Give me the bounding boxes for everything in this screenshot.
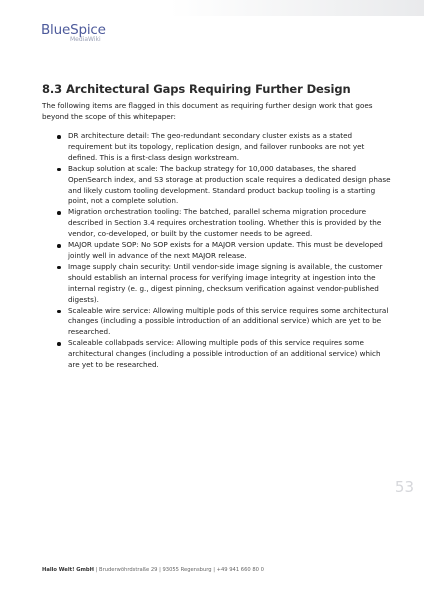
page-footer <box>42 567 264 573</box>
bullet-icon <box>57 266 61 270</box>
list-item-text: DR architecture detail: The geo-redundant secondary cluster exists as a stated requirement but its topology, replication design, and failover runbooks are not yet defined. This is a first-class design workstream. <box>68 131 365 162</box>
list-item <box>42 306 392 339</box>
bullet-icon <box>57 211 61 215</box>
list-item <box>42 164 392 208</box>
list-item-text: Scaleable collabpads service: Allowing multiple pods of this service requires some architectural changes (including a possible introduction of an additional service) which are yet to be researched. <box>68 338 381 370</box>
bullet-icon <box>57 135 61 139</box>
list-item-text: Backup solution at scale: The backup strategy for 10,000 databases, the shared OpenSearch index, and S3 storage at production scale requires a dedicated design phase and likely custom tooling development. Standard product backup tooling is a starting point, not a complete solution. <box>68 163 391 206</box>
list-item <box>42 338 392 371</box>
gap-list <box>42 131 392 371</box>
footer-company: Hallo Welt! GmbH <box>42 567 94 573</box>
page-number: 53 <box>394 478 414 496</box>
bullet-icon <box>57 342 61 346</box>
bullet-icon <box>57 244 61 248</box>
list-item <box>42 262 392 306</box>
list-item <box>42 240 392 262</box>
footer-address: | Bruderwöhrdstraße 29 | 93055 Regensburg | +49 941 660 80 0 <box>95 567 264 573</box>
bullet-icon <box>57 168 61 172</box>
section-intro: The following items are flagged in this document as requiring further design work that goes beyond the scope of this whitepaper: <box>42 101 373 121</box>
bluespice-logo <box>41 22 111 48</box>
header-band <box>0 0 424 16</box>
list-item-text: Image supply chain security: Until vendor-side image signing is available, the customer should establish an internal process for verifying image integrity at ingestion into the internal registry (e. g., digest pinning, checksum verification against vendor-published digests). <box>68 261 383 304</box>
list-item <box>42 207 392 240</box>
section-heading: 8.3 Architectural Gaps Requiring Further Design <box>42 82 351 96</box>
logo-wordmark: BlueSpice <box>41 22 106 38</box>
list-item-text: MAJOR update SOP: No SOP exists for a MAJOR version update. This must be developed jointly well in advance of the next MAJOR release. <box>68 240 383 260</box>
logo-subtitle: MediaWiki <box>70 36 101 43</box>
list-item <box>42 131 392 164</box>
list-item-text: Scaleable wire service: Allowing multiple pods of this service requires some architectural changes (including a possible introduction of an additional service) which are yet to be researched. <box>68 305 389 337</box>
list-item-text: Migration orchestration tooling: The batched, parallel schema migration procedure described in Section 3.4 requires orchestration tooling. Whether this is provided by the vendor, co-developed, or built by the customer needs to be agreed. <box>68 207 382 239</box>
bullet-icon <box>57 310 61 314</box>
